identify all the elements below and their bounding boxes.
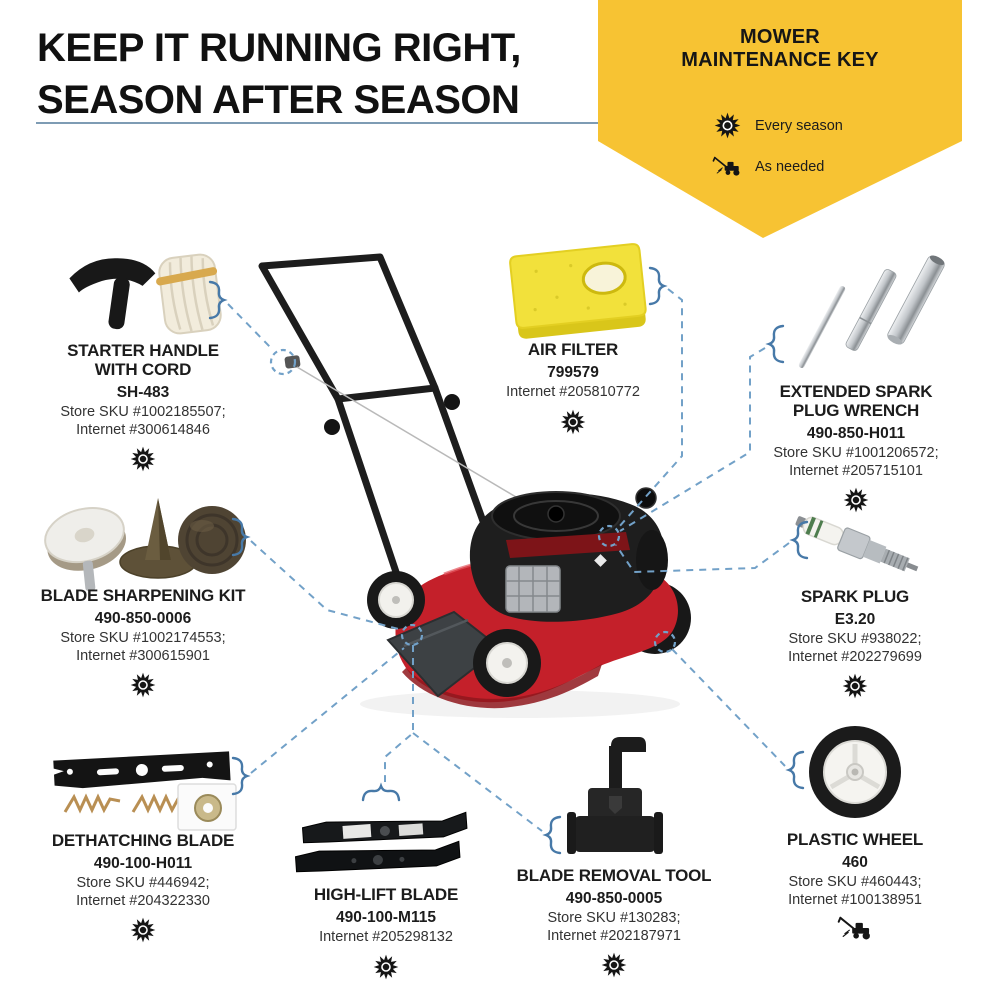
part-sku: Store SKU #460443; [788, 874, 922, 890]
part-name: DETHATCHING BLADE [51, 831, 235, 850]
part-internet: Internet #205810772 [506, 384, 640, 400]
part-name: HIGH-LIFT BLADE [313, 885, 459, 904]
mower-rear-wheel [473, 629, 541, 697]
sun-icon [266, 954, 506, 982]
sun-icon [735, 487, 977, 515]
part-name: EXTENDED SPARK [779, 382, 933, 401]
part-internet: Internet #202279699 [788, 648, 922, 665]
part-internet: Internet #204322330 [76, 892, 210, 909]
mower-icon [735, 916, 975, 944]
part-model: SH-483 [116, 384, 170, 401]
part-internet: Internet #300614846 [76, 421, 210, 438]
part-dethatching-blade [13, 831, 273, 945]
part-internet: Internet #100138951 [788, 891, 922, 908]
maintenance-key-heading-line2: MAINTENANCE KEY [681, 49, 879, 71]
mower-icon [712, 154, 742, 179]
part-spark-plug [735, 587, 975, 701]
sun-icon [8, 672, 278, 700]
part-name: BLADE REMOVAL TOOL [516, 866, 712, 885]
part-internet: Internet #205298132 [319, 929, 453, 945]
part-extended-spark-plug-wrench [735, 382, 977, 515]
part-model: 490-100-M115 [336, 909, 436, 926]
blade-sharpening-kit-image [39, 498, 246, 599]
air-filter-image [509, 243, 647, 339]
part-high-lift-blade [266, 885, 506, 982]
part-air-filter [453, 340, 693, 437]
page-title-line2: SEASON AFTER SEASON [37, 78, 520, 122]
maintenance-key-heading-line1: MOWER [740, 26, 820, 48]
dethatching-blade-image [53, 751, 236, 830]
part-blade-removal-tool [493, 866, 735, 980]
sun-icon [493, 952, 735, 980]
part-name: PLUG WRENCH [792, 401, 920, 420]
legend-item-every-season [712, 112, 843, 139]
part-internet: Internet #205715101 [789, 462, 923, 479]
spark-plug-wrench-image [798, 253, 947, 369]
plastic-wheel-image [809, 726, 901, 818]
page-title [37, 22, 637, 126]
part-sku: Store SKU #1002185507; [60, 404, 226, 420]
sun-icon [23, 446, 263, 474]
part-sku: Store SKU #1001206572; [773, 445, 939, 461]
part-model: 490-850-0006 [94, 610, 192, 627]
part-model: 460 [842, 854, 868, 871]
legend-item-as-needed [712, 154, 843, 179]
part-model: 490-100-H011 [93, 855, 193, 872]
maintenance-key-legend [712, 112, 843, 194]
high-lift-blade-image [295, 812, 467, 875]
mower-engine [470, 488, 668, 622]
part-model: 490-850-H011 [806, 425, 906, 442]
mower-front-wheel [367, 571, 425, 629]
part-sku: Store SKU #130283; [547, 910, 681, 926]
legend-label: As needed [755, 158, 825, 175]
part-model: E3.20 [834, 611, 876, 628]
part-model: 490-850-0005 [565, 890, 663, 907]
part-starter-handle-with-cord [23, 341, 263, 474]
part-model: 799579 [547, 364, 599, 381]
starter-handle-image [68, 253, 225, 336]
part-name: AIR FILTER [527, 340, 619, 359]
part-name: PLASTIC WHEEL [786, 830, 924, 849]
maintenance-key-heading [598, 26, 962, 72]
sun-icon [13, 917, 273, 945]
part-name: WITH CORD [94, 360, 192, 379]
part-name: SPARK PLUG [800, 587, 910, 606]
part-sku: Store SKU #938022; [788, 631, 922, 647]
part-internet: Internet #300615901 [76, 647, 210, 664]
part-name: STARTER HANDLE [67, 341, 219, 360]
page-title-line1: KEEP IT RUNNING RIGHT, [37, 26, 521, 70]
part-internet: Internet #202187971 [547, 927, 681, 944]
callout-line-blade-removal [413, 733, 542, 831]
sun-icon [712, 112, 742, 139]
blade-removal-tool-image [567, 737, 663, 854]
part-plastic-wheel [735, 830, 975, 944]
part-name: BLADE SHARPENING KIT [40, 586, 246, 605]
part-sku: Store SKU #446942; [76, 875, 210, 891]
sun-icon [453, 409, 693, 437]
part-blade-sharpening-kit [8, 586, 278, 700]
spark-plug-image [792, 509, 922, 580]
sun-icon [735, 673, 975, 701]
part-sku: Store SKU #1002174553; [60, 630, 226, 646]
spring [65, 797, 188, 812]
legend-label: Every season [755, 117, 843, 134]
